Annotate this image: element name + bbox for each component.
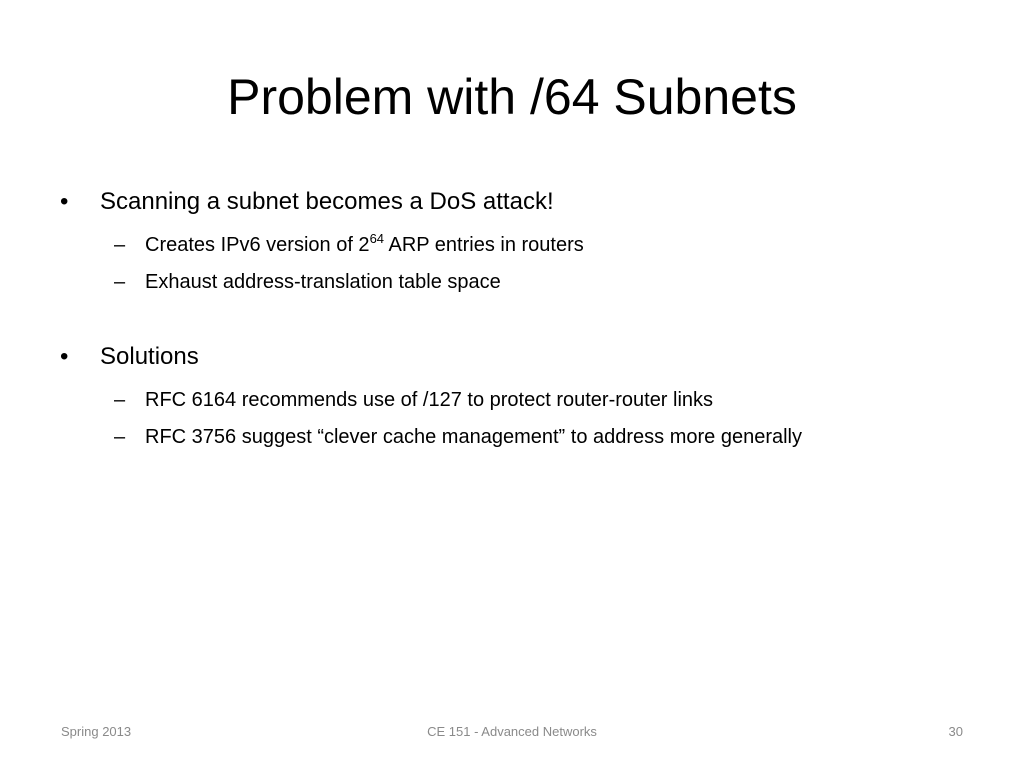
sub-bullet-text-after: ARP entries in routers [384, 234, 584, 256]
sub-bullet-item [60, 424, 960, 450]
sub-bullet-item [60, 387, 960, 413]
bullet-marker: • [60, 188, 69, 215]
slide-title: Problem with /64 Subnets [227, 69, 797, 125]
sub-bullet-text: RFC 6164 recommends use of /127 to protect router-router links [145, 389, 714, 411]
sub-bullet-marker: – [114, 426, 126, 448]
sub-bullet-text: RFC 3756 suggest “clever cache management” to address more generally [145, 426, 802, 448]
sub-bullet-text: Exhaust address-translation table space [145, 271, 501, 293]
footer-course-title: CE 151 - Advanced Networks [427, 724, 597, 739]
sub-bullet-marker: – [114, 389, 126, 411]
exponent-superscript: 64 [369, 231, 385, 246]
sub-bullet-text [145, 231, 584, 256]
bullet-text: Solutions [100, 343, 199, 370]
bullet-marker: • [60, 343, 69, 370]
sub-bullet-marker: – [114, 271, 126, 293]
bullet-item [60, 341, 960, 373]
bullet-text: Scanning a subnet becomes a DoS attack! [100, 188, 554, 215]
sub-bullet-item [60, 232, 960, 258]
sub-bullet-text-before: Creates IPv6 version of 2 [145, 234, 370, 256]
sub-bullet-item [60, 269, 960, 295]
footer-date: Spring 2013 [61, 724, 132, 739]
sub-bullet-marker: – [114, 234, 126, 256]
slide-number: 30 [948, 724, 963, 739]
slide-content [60, 186, 960, 450]
bullet-item [60, 186, 960, 218]
